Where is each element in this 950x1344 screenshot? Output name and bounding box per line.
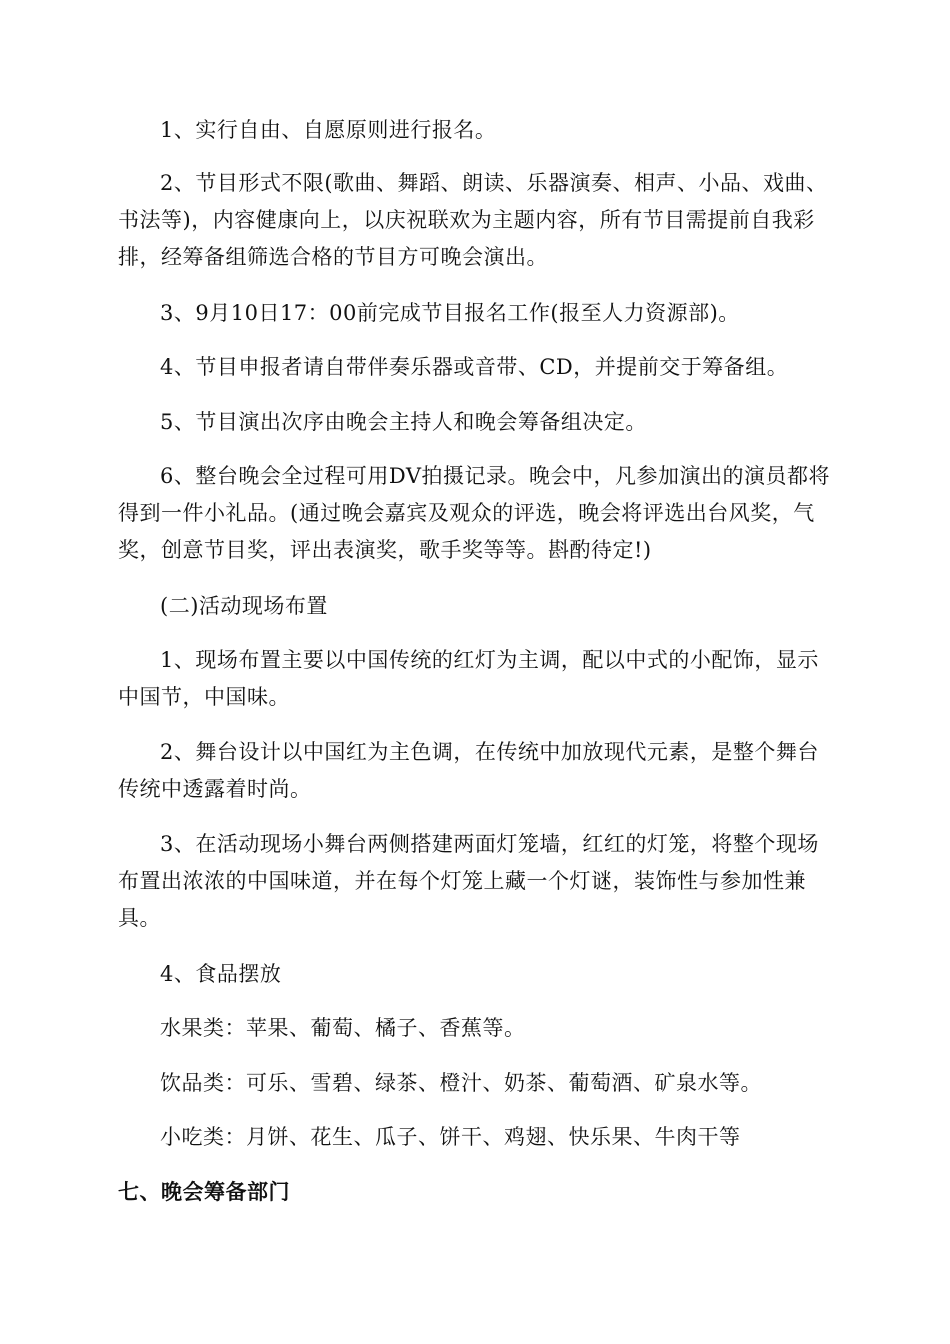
paragraph-food-placement: 4、食品摆放: [160, 962, 282, 986]
paragraph-dv-recording: 6、整台晚会全过程可用DV拍摄记录。晚会中，凡参加演出的演员都将得到一件小礼品。(通过晚会嘉宾及观众的评选，晚会将评选出台风奖，气奖，创意节目奖，评出表演奖，歌手奖等等。斟酌待定!): [118, 464, 830, 562]
paragraph-signup-deadline: 3、9月10日17：00前完成节目报名工作(报至人力资源部)。: [160, 301, 740, 325]
paragraph-red-lantern-theme: 1、现场布置主要以中国传统的红灯为主调，配以中式的小配饰，显示中国节，中国味。: [118, 648, 819, 709]
paragraph-accompaniment: 4、节目申报者请自带伴奏乐器或音带、CD，并提前交于筹备组。: [160, 355, 789, 379]
paragraph-snacks: 小吃类：月饼、花生、瓜子、饼干、鸡翅、快乐果、牛肉干等: [160, 1125, 741, 1149]
paragraph-fruits: 水果类：苹果、葡萄、橘子、香蕉等。: [160, 1016, 526, 1040]
paragraph-stage-design: 2、舞台设计以中国红为主色调，在传统中加放现代元素，是整个舞台传统中透露着时尚。: [118, 740, 819, 801]
section-heading-preparation-department: 七、晚会筹备部门: [118, 1179, 290, 1204]
paragraph-signup-principle: 1、实行自由、自愿原则进行报名。: [160, 118, 497, 142]
paragraph-program-format: 2、节目形式不限(歌曲、舞蹈、朗读、乐器演奏、相声、小品、戏曲、书法等)，内容健康向上，以庆祝联欢为主题内容，所有节目需提前自我彩排，经筹备组筛选合格的节目方可晚会演出。: [118, 171, 828, 269]
paragraph-drinks: 饮品类：可乐、雪碧、绿茶、橙汁、奶茶、葡萄酒、矿泉水等。: [160, 1071, 762, 1095]
subheading-venue-layout: (二)活动现场布置: [160, 594, 328, 618]
paragraph-program-order: 5、节目演出次序由晚会主持人和晚会筹备组决定。: [160, 410, 647, 434]
paragraph-lantern-wall: 3、在活动现场小舞台两侧搭建两面灯笼墙，红红的灯笼，将整个现场布置出浓浓的中国味道，并在每个灯笼上藏一个灯谜，装饰性与参加性兼具。: [118, 832, 819, 930]
